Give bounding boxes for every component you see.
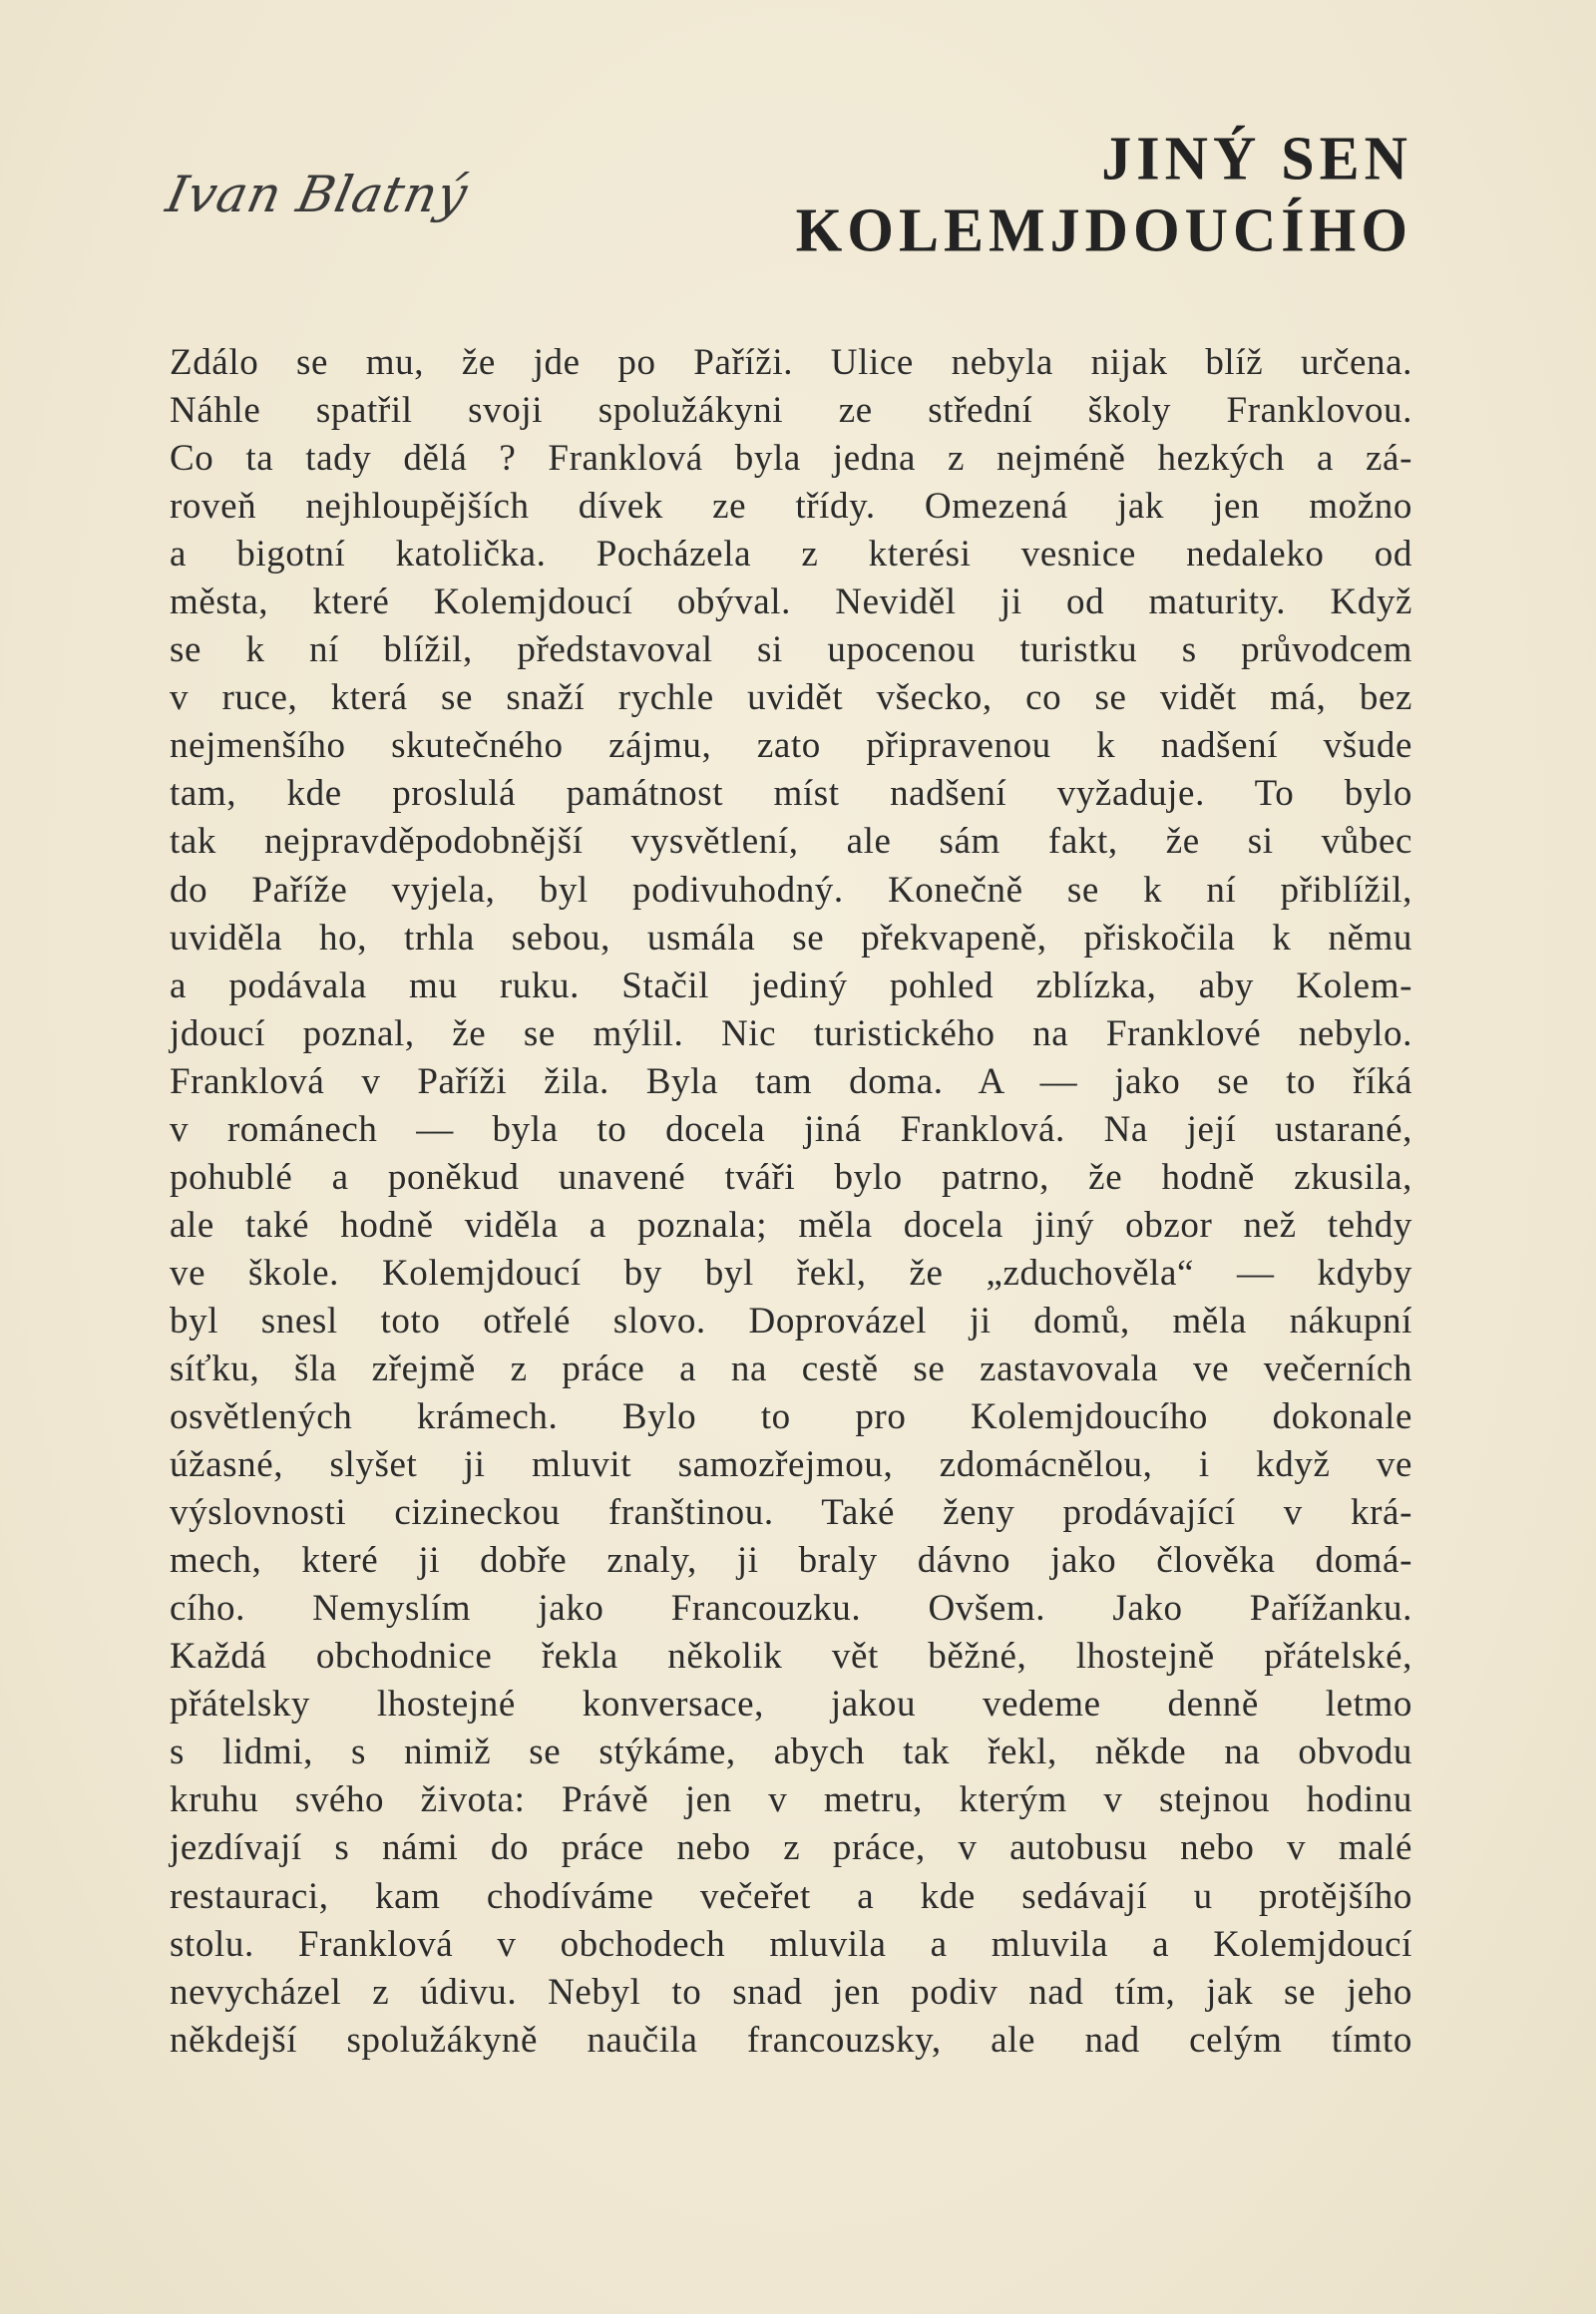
text-line: tak nejpravděpodobnější vysvětlení, ale sám fakt, že si vůbec [170, 821, 1412, 863]
text-line: kruhu svého života: Právě jen v metru, kterým v stejnou hodinu [170, 1779, 1412, 1821]
text-line: Co ta tady dělá ? Franklová byla jedna z nejméně hezkých a zá- [170, 438, 1412, 480]
text-line: Každá obchodnice řekla několik vět běžné, lhostejně přátelské, [170, 1636, 1412, 1678]
text-line: úžasné, slyšet ji mluvit samozřejmou, zdomácnělou, i když ve [170, 1444, 1412, 1486]
text-line: nevycházel z údivu. Nebyl to snad jen podiv nad tím, jak se jeho [170, 1971, 1412, 2013]
text-line: v ruce, která se snaží rychle uvidět všecko, co se vidět má, bez [170, 677, 1412, 719]
author-signature: Ivan Blatný [161, 166, 474, 223]
text-line: byl snesl toto otřelé slovo. Doprovázel ji domů, měla nákupní [170, 1300, 1412, 1342]
text-line: se k ní blížil, představoval si upocenou turistku s průvodcem [170, 629, 1412, 671]
text-line: ve škole. Kolemjdoucí by byl řekl, že „zduchověla“ — kdyby [170, 1252, 1412, 1294]
text-line: síťku, šla zřejmě z práce a na cestě se zastavovala ve večerních [170, 1348, 1412, 1389]
text-line: do Paříže vyjela, byl podivuhodný. Konečně se k ní přiblížil, [170, 869, 1412, 911]
text-line: města, které Kolemjdoucí obýval. Neviděl ji od maturity. Když [170, 581, 1412, 623]
page-header [161, 123, 1412, 265]
text-line: přátelsky lhostejné konversace, jakou vedeme denně letmo [170, 1684, 1412, 1726]
text-line: ale také hodně viděla a poznala; měla docela jiný obzor než tehdy [170, 1204, 1412, 1246]
text-line: Zdálo se mu, že jde po Paříži. Ulice nebyla nijak blíž určena. [170, 342, 1412, 383]
text-line: mech, které ji dobře znaly, ji braly dávno jako člověka domá- [170, 1540, 1412, 1582]
story-title: JINÝ SEN KOLEMJDOUCÍHO [795, 123, 1412, 265]
text-line: Náhle spatřil svoji spolužákyni ze střední školy Franklovou. [170, 390, 1412, 432]
text-line: restauraci, kam chodíváme večeřet a kde sedávají u protějšího [170, 1875, 1412, 1917]
text-line: uviděla ho, trhla sebou, usmála se překvapeně, přiskočila k němu [170, 917, 1412, 959]
text-line: roveň nejhloupějších dívek ze třídy. Omezená jak jen možno [170, 486, 1412, 528]
text-line: a podávala mu ruku. Stačil jediný pohled zblízka, aby Kolem- [170, 964, 1412, 1006]
text-line: tam, kde proslulá památnost míst nadšení vyžaduje. To bylo [170, 773, 1412, 815]
text-line: výslovnosti cizineckou franštinou. Také ženy prodávající v krá- [170, 1492, 1412, 1534]
text-line: a bigotní katolička. Pocházela z kterési vesnice nedaleko od [170, 534, 1412, 576]
text-line: nejmenšího skutečného zájmu, zato připravenou k nadšení všude [170, 725, 1412, 767]
text-line: jdoucí poznal, že se mýlil. Nic turistického na Franklové nebylo. [170, 1012, 1412, 1054]
text-line: pohublé a poněkud unavené tváři bylo patrno, že hodně zkusila, [170, 1156, 1412, 1198]
story-body [170, 339, 1412, 2065]
text-line: s lidmi, s nimiž se stýkáme, abych tak řekl, někde na obvodu [170, 1732, 1412, 1773]
text-line: někdejší spolužákyně naučila francouzsky, ale nad celým tímto [170, 2019, 1412, 2061]
text-line: Franklová v Paříži žila. Byla tam doma. A — jako se to říká [170, 1060, 1412, 1102]
text-line: jezdívají s námi do práce nebo z práce, v autobusu nebo v malé [170, 1827, 1412, 1869]
text-line: osvětlených krámech. Bylo to pro Kolemjdoucího dokonale [170, 1396, 1412, 1438]
text-line: cího. Nemyslím jako Francouzku. Ovšem. Jako Pařížanku. [170, 1588, 1412, 1630]
text-line: v románech — byla to docela jiná Franklová. Na její ustarané, [170, 1108, 1412, 1150]
text-line: stolu. Franklová v obchodech mluvila a mluvila a Kolemjdoucí [170, 1923, 1412, 1965]
